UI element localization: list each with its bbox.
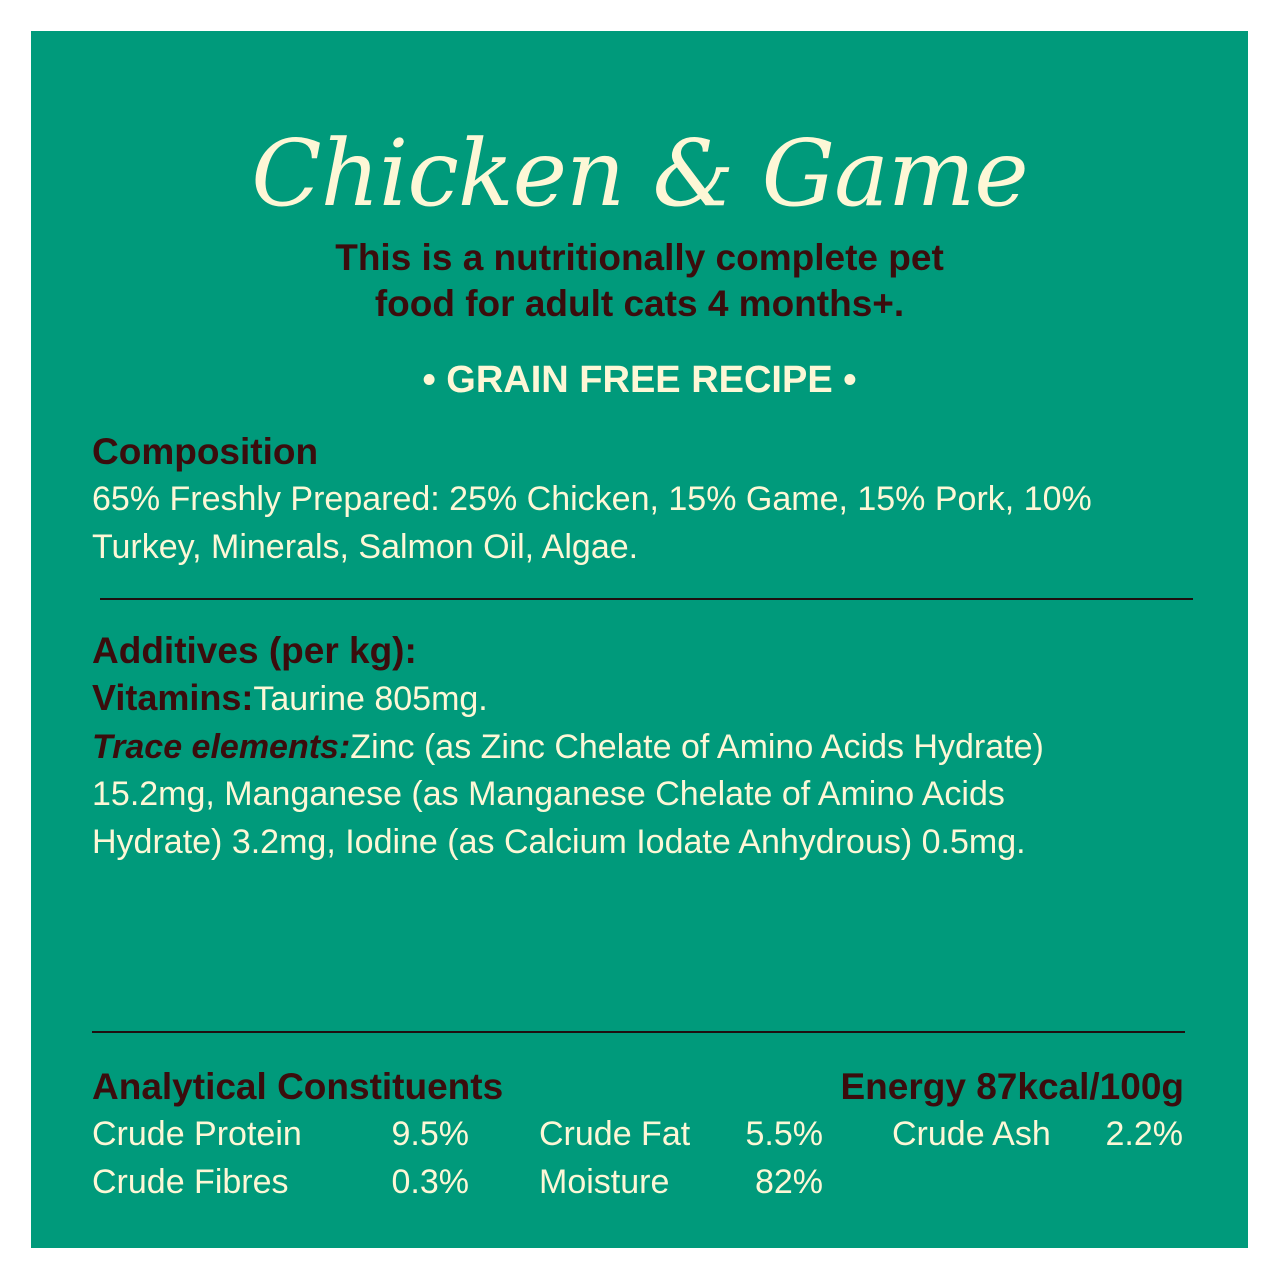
constituent-value: 82% — [754, 1163, 823, 1201]
vitamins-label: Vitamins: — [92, 677, 254, 718]
analytical-heading: Analytical Constituents — [92, 1066, 504, 1107]
constituent-label: Crude Fat — [539, 1115, 691, 1153]
label-panel — [31, 31, 1248, 1248]
intro-statement — [31, 235, 1248, 327]
trace-elements-text: Zinc (as Zinc Chelate of Amino Acids Hydrate) 15.2mg, Manganese (as Manganese Chelate of Amino Acids Hydrate) 3.2mg, Iodine (as Calcium Iodate Anhydrous) 0.5mg. — [92, 727, 1044, 861]
divider-1 — [100, 598, 1193, 600]
constituent-label: Crude Ash — [892, 1115, 1051, 1153]
grain-free-banner: • GRAIN FREE RECIPE • — [422, 359, 857, 401]
constituent-label: Crude Protein — [92, 1115, 302, 1153]
constituent-value: 9.5% — [391, 1115, 469, 1153]
vitamins-text: Taurine 805mg. — [253, 680, 488, 718]
product-title: Chicken & Game — [251, 120, 1028, 227]
energy-value: Energy 87kcal/100g — [840, 1066, 1184, 1107]
intro-line-1: This is a nutritionally complete pet — [335, 237, 944, 278]
trace-elements-label: Trace elements: — [92, 727, 351, 766]
composition-heading: Composition — [92, 431, 319, 472]
constituent-label: Crude Fibres — [92, 1163, 289, 1201]
additives-block — [92, 674, 1132, 866]
intro-line-2: food for adult cats 4 months+. — [374, 283, 905, 324]
constituent-value: 5.5% — [745, 1115, 823, 1153]
constituent-value: 2.2% — [1105, 1115, 1183, 1153]
additives-heading: Additives (per kg): — [92, 630, 417, 671]
constituent-value: 0.3% — [391, 1163, 469, 1201]
constituent-label: Moisture — [539, 1163, 670, 1201]
composition-text: 65% Freshly Prepared: 25% Chicken, 15% Game, 15% Pork, 10% Turkey, Minerals, Salmon Oil, Algae. — [92, 480, 1092, 566]
divider-2 — [92, 1031, 1185, 1033]
